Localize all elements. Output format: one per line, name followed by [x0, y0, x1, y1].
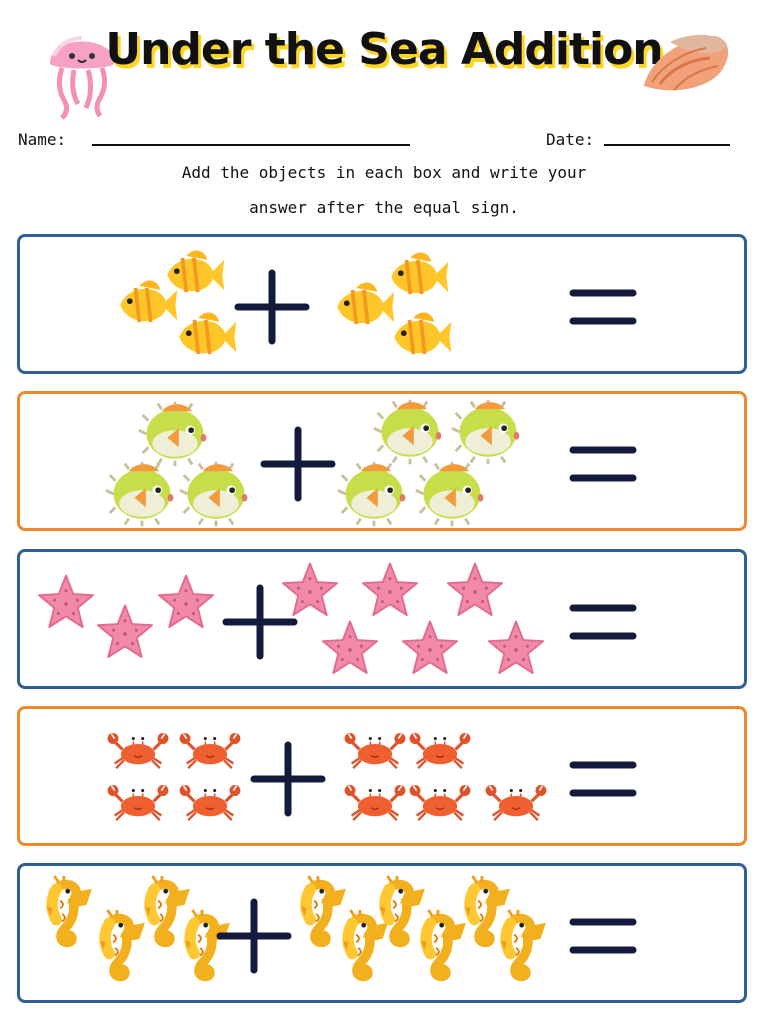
problem-drawing — [20, 394, 744, 528]
crab-icon — [108, 785, 169, 820]
seahorse-icon — [465, 876, 503, 943]
equals-sign-icon — [573, 765, 633, 793]
instruction-line-1: Add the objects in each box and write your — [181, 163, 587, 182]
crab-icon — [108, 733, 169, 768]
pufferfish-icon — [338, 462, 405, 527]
equals-sign-icon — [573, 293, 633, 321]
crab-icon — [486, 785, 547, 820]
seahorse-icon — [185, 910, 223, 977]
worksheet-title: Under the Sea Addition — [105, 24, 663, 75]
plus-sign-icon — [264, 430, 332, 498]
crab-icon — [410, 785, 471, 820]
date-label: Date: — [546, 130, 595, 149]
pufferfish-icon — [139, 402, 206, 467]
instruction-line-2: answer after the equal sign. — [249, 198, 519, 217]
starfish-icon — [363, 564, 417, 616]
plus-sign-icon — [220, 902, 288, 970]
problem-box-crab — [17, 706, 747, 846]
plus-sign-icon — [238, 273, 306, 341]
equals-sign-icon — [573, 608, 633, 636]
pufferfish-icon — [106, 462, 173, 527]
problem-drawing — [20, 709, 744, 843]
plus-sign-icon — [226, 588, 294, 656]
crab-icon — [180, 733, 241, 768]
starfish-icon — [98, 606, 152, 658]
starfish-icon — [489, 622, 543, 674]
yellow-fish-icon — [337, 282, 394, 324]
seahorse-icon — [301, 876, 339, 943]
pufferfish-icon — [374, 400, 441, 465]
yellow-fish-icon — [394, 312, 451, 354]
seahorse-icon — [47, 876, 85, 943]
equals-sign-icon — [573, 450, 633, 478]
seahorse-icon — [421, 910, 459, 977]
seahorse-icon — [501, 910, 539, 977]
answer-area[interactable] — [640, 257, 730, 357]
name-label: Name: — [18, 130, 67, 149]
yellow-fish-icon — [391, 252, 448, 294]
seahorse-icon — [100, 910, 138, 977]
crab-icon — [180, 785, 241, 820]
answer-area[interactable] — [640, 886, 730, 986]
problem-drawing — [20, 866, 744, 1000]
pufferfish-icon — [416, 462, 483, 527]
name-date-row — [18, 128, 758, 156]
crab-icon — [345, 785, 406, 820]
date-field[interactable] — [604, 144, 730, 146]
seahorse-icon — [145, 876, 183, 943]
pufferfish-icon — [180, 462, 247, 527]
yellow-fish-icon — [120, 280, 177, 322]
problem-box-seahorse — [17, 863, 747, 1003]
yellow-fish-icon — [167, 250, 224, 292]
starfish-icon — [448, 564, 502, 616]
starfish-icon — [323, 622, 377, 674]
starfish-icon — [159, 576, 213, 628]
problem-drawing — [20, 552, 744, 686]
plus-sign-icon — [254, 745, 322, 813]
crab-icon — [410, 733, 471, 768]
seahorse-icon — [380, 876, 418, 943]
name-field[interactable] — [92, 144, 410, 146]
seahorse-icon — [343, 910, 381, 977]
starfish-icon — [283, 564, 337, 616]
answer-area[interactable] — [640, 729, 730, 829]
seashell-icon — [640, 30, 732, 100]
answer-area[interactable] — [640, 414, 730, 514]
problem-box-fish — [17, 234, 747, 374]
starfish-icon — [39, 576, 93, 628]
yellow-fish-icon — [179, 312, 236, 354]
pufferfish-icon — [452, 400, 519, 465]
answer-area[interactable] — [640, 572, 730, 672]
crab-icon — [345, 733, 406, 768]
problem-box-pufferfish — [17, 391, 747, 531]
equals-sign-icon — [573, 922, 633, 950]
problem-box-starfish — [17, 549, 747, 689]
starfish-icon — [403, 622, 457, 674]
problem-drawing — [20, 237, 744, 371]
